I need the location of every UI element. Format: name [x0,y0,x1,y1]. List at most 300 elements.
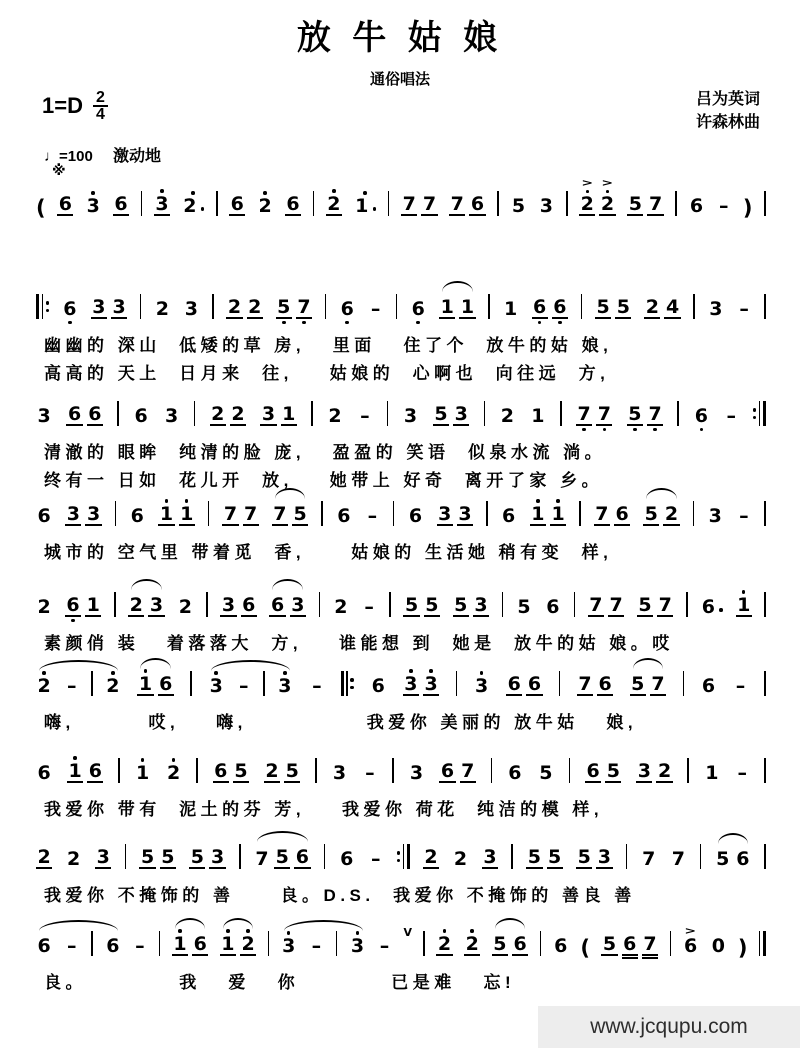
barline-stroke [759,401,761,426]
note-2 [333,583,349,627]
note-digit-row [423,847,439,869]
note-digit: 5 [434,403,448,425]
note-digit: 1 [173,933,187,955]
barline [764,294,766,319]
barline [566,191,568,216]
barline [423,931,425,956]
note-digit: 7 [595,503,609,525]
key-label: 1=D [42,93,83,118]
note-digit: 7 [643,933,657,955]
repeat-dot [753,408,757,412]
note-upper-slot [42,662,46,676]
note-digit-row [708,299,724,319]
note-6 [36,749,52,793]
octave-dot-above [73,756,77,760]
music-system [36,581,766,655]
note-2 [128,581,144,627]
note-digit: 2 [453,848,468,870]
beat-group [636,747,672,793]
note-digit: 7 [597,403,611,425]
note-7 [254,835,270,879]
note-upper-slot [246,920,250,934]
note-digit: 3 [37,405,51,427]
note-3 [457,490,473,536]
note-6 [336,492,352,536]
note-digit: 6 [513,933,527,955]
note-3 [349,922,365,966]
octave-dot-above [283,671,287,675]
note-digit-row [663,504,679,526]
note-digit-row [292,504,308,526]
note-digit-row [453,595,469,617]
beat-group [526,833,562,879]
note-digit: 3 [474,675,489,697]
octave-dot-above [556,499,560,503]
repeat-dot [46,309,50,313]
note-digit: 3 [539,195,553,217]
beat-group [449,180,485,226]
note-lower-slot [416,319,420,329]
barline [764,592,766,617]
note-3 [91,283,107,329]
octave-dot-above [470,929,474,933]
note-digit-row [403,674,419,696]
note-digit-row [257,196,273,216]
note-digit: – [367,505,378,527]
repeat-begin-barline [36,294,49,319]
open-parenthesis: ( [580,936,590,960]
note-digit-row [65,676,79,696]
note-6 [339,285,355,329]
beat-group [585,747,621,793]
note-digit: 3 [149,594,164,616]
note-digit: 6 [63,298,77,320]
octave-dot-above [429,669,433,673]
note-6 [133,392,149,436]
note-digit: 6 [586,760,600,782]
barline-stroke [763,931,766,956]
note-digit: 6 [701,596,715,618]
note-digit: 7 [671,848,685,870]
note-6 [622,920,638,966]
dash-note [236,662,251,706]
note-digit-row [599,194,615,216]
note-1 [179,490,195,536]
note-digit-row [327,406,343,426]
note-digit-row [354,196,377,216]
note-7 [608,581,624,627]
note-digit: 3 [350,935,365,957]
beat-group [264,747,300,793]
note-digit: – [66,935,77,957]
repeat-end-barline [753,401,766,426]
barline [125,844,127,869]
note-upper-slot [601,178,614,194]
note-digit: 2 [258,195,272,217]
octave-dot-below [282,321,286,325]
tie-group [281,922,366,966]
note-digit: 3 [597,846,612,868]
note-6 [87,747,103,793]
note-digit: 5 [539,762,553,784]
repeat-dot [397,851,401,855]
note-digit: 6 [37,505,51,527]
note-digit: 3 [278,675,292,697]
note-digit: 2 [437,933,452,955]
note-digit: 1 [551,503,565,525]
note-7 [272,490,288,536]
barline-stroke [763,401,766,426]
lyrics-row: 清澈的 眼眸 纯清的脸 庞, 盈盈的 笑语 似泉水流 淌。 [44,443,607,462]
note-upper-slot [91,182,95,196]
note-digit-row [594,504,610,526]
note-digit: 6 [67,403,82,425]
note-digit-row [530,406,546,426]
note-digit: 1 [180,503,194,525]
note-upper-slot [226,920,230,934]
octave-dot-below [68,321,72,325]
barline [700,844,702,869]
note-digit: 2 [580,193,594,215]
note-digit-row [284,761,300,783]
note-digit: – [360,405,370,427]
notation-row [36,490,766,536]
note-digit-row [87,404,103,426]
note-digit-row [530,504,546,526]
barline [764,191,766,216]
note-upper-slot [443,920,447,934]
note-upper-slot [191,182,195,196]
note-digit: 5 [548,846,562,868]
note-7 [647,390,663,436]
repeat-dots [46,301,50,312]
note-digit-row [277,676,293,696]
note-5 [139,833,155,879]
note-digit: 1 [737,594,751,616]
note-digit-row [553,936,569,956]
note-1 [704,749,720,793]
note-2 [327,392,343,436]
note-6 [469,180,485,226]
note-digit: – [739,505,749,527]
note-digit-row [737,506,751,526]
note-1 [220,920,236,966]
beat-group [139,833,175,879]
note-digit: 6 [193,933,207,955]
note-digit: 2 [178,596,193,618]
note-digit-row [688,196,704,216]
note-2 [36,662,52,706]
lyrics-row: 良。 我 爱 你 已是难 忘! [44,973,516,992]
repeat-dot [350,678,354,682]
note-digit: 1 [440,296,454,318]
octave-dot-below [345,321,349,325]
note-digit-row [158,674,174,696]
note-digit-row [538,196,554,216]
beat-group [439,747,475,793]
note-6 [241,581,257,627]
note-digit-row [424,595,440,617]
note-digit: – [719,195,729,217]
barline [336,931,338,956]
note-6 [688,182,704,226]
barline-stroke [42,294,44,319]
note-2 [499,392,515,436]
note-digit-row [36,406,52,426]
note-digit: 5 [293,503,307,525]
note-digit-row [378,936,392,956]
note-digit-row [473,676,489,696]
note-upper-slot [556,490,560,504]
note-digit: 3 [209,675,223,697]
note-5 [160,833,176,879]
note-digit-row [552,297,568,319]
barline [574,592,576,617]
note-digit-row [264,761,280,783]
note-digit: 3 [210,846,225,868]
note-digit: 6 [411,298,425,320]
note-1 [459,283,475,329]
note-digit: 5 [493,933,507,955]
note-digit: 3 [708,505,722,527]
note-1 [172,920,188,966]
note-0 [710,922,726,966]
music-system [36,283,766,385]
note-digit-row [36,936,52,956]
note-6 [36,922,52,966]
note-3 [111,283,127,329]
note-digit-row [670,849,686,869]
note-digit: 2 [155,298,169,320]
note-digit-row [339,299,355,319]
beat-group [530,490,566,536]
note-digit-row [129,506,145,526]
note-2 [240,920,256,966]
octave-dot-above [185,499,189,503]
note-digit-row [627,404,643,426]
note-digit-row [401,194,417,216]
barline [569,758,571,783]
octave-dot-above [226,929,230,933]
beat-group [576,390,612,436]
note-digit-row [358,406,372,426]
note-digit: 2 [37,596,51,618]
note-6 [36,492,52,536]
lyrics-row: 幽幽的 深山 低矮的草 房, 里面 住了个 放牛的姑 娘, [44,336,613,355]
note-digit-row [179,504,195,526]
beat-group [579,180,615,226]
note-2 [326,180,342,226]
note-digit-row [260,404,276,426]
note-5 [538,749,554,793]
key-signature [42,90,108,122]
note-6 [553,922,569,966]
note-digit-row [85,196,101,216]
note-2 [599,180,615,226]
barline [686,592,688,617]
note-digit: – [239,675,249,697]
barline [324,844,326,869]
lyrics-row: 终有一 日如 花儿开 放, 她带上 好奇 离开了家 乡。 [44,471,604,490]
note-digit: 6 [88,760,102,782]
note-digit-row [449,194,465,216]
song-subtitle: 通俗唱法 [369,71,430,88]
beat-group [532,283,568,329]
note-digit-row [310,676,324,696]
note-digit: 3 [458,503,472,525]
note-digit-row [469,194,485,216]
note-digit-row [57,194,73,216]
note-digit-row [439,761,455,783]
accent-mark-icon: > [601,178,614,189]
note-digit-row [165,763,181,783]
note-5 [510,182,526,226]
beat-group [276,283,312,329]
barline [190,671,192,696]
note-digit-row [499,406,515,426]
note-digit-row [65,936,79,956]
note-lower-slot [700,426,704,436]
slurred-beat-group [254,833,311,879]
note-upper-slot [409,660,413,674]
dash-note [368,835,383,879]
slurred-beat-group [630,660,666,706]
note-lower-slot [633,426,637,436]
time-signature [93,90,108,122]
note-digit: 7 [609,594,623,616]
note-digit: 5 [275,846,289,868]
barline-stroke [346,671,348,696]
note-digit: 1 [138,673,153,695]
note-3 [260,390,276,436]
note-digit: 6 [230,193,244,215]
note-digit-row [36,847,52,869]
note-digit-row [664,297,680,319]
note-digit-row [704,763,720,783]
note-digit: – [737,762,747,784]
note-digit: 2 [500,405,515,427]
note-7 [401,180,417,226]
dash-note [362,749,377,793]
note-digit-row [274,847,290,869]
note-digit-row [137,674,153,696]
note-digit-row [95,847,111,869]
music-system [36,833,766,907]
barline [693,501,695,526]
note-digit-row [506,674,522,696]
note-digit-row [177,597,193,617]
note-6 [229,180,245,226]
dash-note [357,392,372,436]
note-digit-row [254,849,270,869]
note-digit-row [735,849,751,869]
barline [117,401,119,426]
note-3 [453,390,469,436]
beat-group [453,581,489,627]
note-digit: 3 [221,594,236,616]
note-7 [650,660,666,706]
octave-dot-below [558,321,562,325]
note-3 [277,662,293,706]
note-digit-row [608,595,624,617]
note-1 [134,749,150,793]
note-digit-row [247,297,263,319]
notation-row [36,660,766,706]
note-5 [292,490,308,536]
octave-dot-below [653,428,657,432]
dash-note [716,182,731,226]
note-5 [189,833,205,879]
note-digit-row [65,504,81,526]
note-6 [507,749,523,793]
note-5 [605,747,621,793]
note-6 [87,390,103,436]
note-digit: 2 [37,846,51,868]
barline [263,671,265,696]
note-2 [663,490,679,536]
note-digit-row [87,761,103,783]
note-3 [290,581,306,627]
note-2 [226,283,242,329]
barline-stroke [341,671,344,696]
slurred-beat-group [269,581,305,627]
note-6 [192,920,208,966]
note-7 [449,180,465,226]
note-digit: 2 [183,195,197,217]
note-digit-row [290,595,306,617]
note-digit: – [365,762,375,784]
note-digit-row [105,936,121,956]
barline [396,294,398,319]
dash-note [735,749,750,793]
note-digit-row [333,597,349,617]
note-digit-row [233,761,249,783]
note-digit: 5 [628,193,642,215]
note-3 [473,581,489,627]
note-digit-row [647,404,663,426]
barline [268,931,270,956]
note-digit-row [737,299,751,319]
tempo-value: ♩=100 [44,148,93,165]
barline [687,758,689,783]
note-upper-slot [111,662,115,676]
note-digit: 3 [403,405,418,427]
octave-dot-below [700,428,704,432]
note-digit: 7 [642,848,656,870]
note-digit-row [643,504,659,526]
note-digit-row [683,936,699,956]
note-digit-row [281,404,297,426]
dash-note [377,922,392,966]
note-5 [615,283,631,329]
note-digit-row [134,763,150,783]
note-digit-row [627,194,643,216]
beat-group [588,581,624,627]
note-digit: 6 [507,673,521,695]
note-lower-slot [282,319,286,329]
note-digit-row [526,847,542,869]
note-digit: 7 [578,673,592,695]
note-3 [281,922,297,966]
note-digit-row [700,676,716,696]
note-digit: 7 [402,193,416,215]
note-digit: 3 [261,403,276,425]
note-7 [670,835,686,879]
note-digit-row [605,761,621,783]
note-digit: 5 [517,596,531,618]
beat-group [260,390,296,436]
barline [194,401,196,426]
